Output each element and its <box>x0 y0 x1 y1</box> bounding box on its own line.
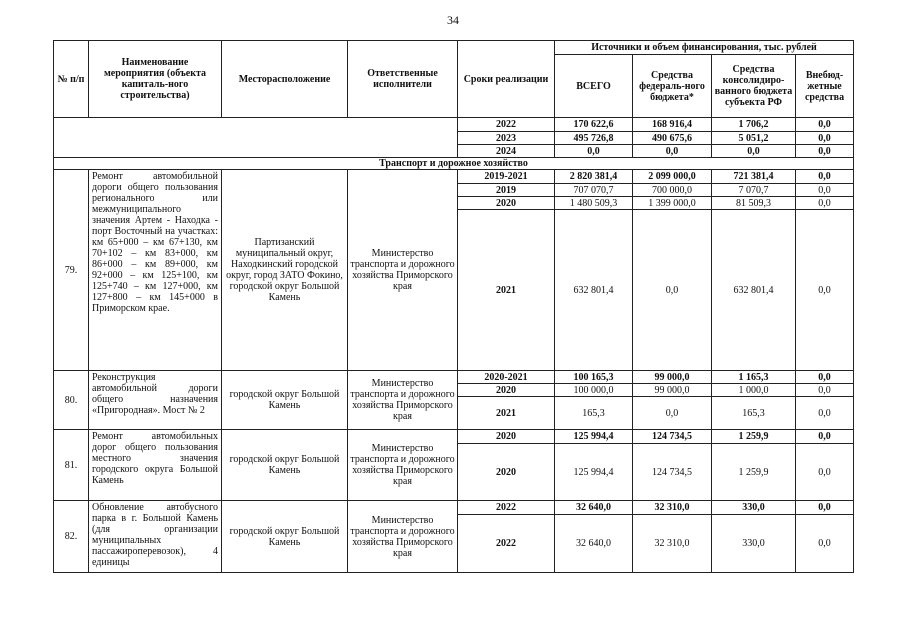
total-cell: 165,3 <box>555 397 633 430</box>
year-cell: 2020 <box>458 444 555 501</box>
extra-cell: 0,0 <box>796 397 854 430</box>
federal-cell: 124 734,5 <box>633 444 712 501</box>
header-total: ВСЕГО <box>555 55 633 118</box>
item-number: 79. <box>54 170 89 371</box>
total-cell: 100 165,3 <box>555 371 633 384</box>
extra-cell: 0,0 <box>796 210 854 371</box>
regional-cell: 330,0 <box>712 501 796 515</box>
regional-cell: 632 801,4 <box>712 210 796 371</box>
regional-cell: 7 070,7 <box>712 184 796 197</box>
header-location: Месторасположение <box>222 41 348 118</box>
table-row <box>54 430 854 444</box>
header-extra: Внебюд-жетные средства <box>796 55 854 118</box>
total-cell: 2 820 381,4 <box>555 170 633 184</box>
total-cell: 1 480 509,3 <box>555 197 633 210</box>
total-cell: 32 640,0 <box>555 501 633 515</box>
item-name: Реконструкция автомобильной дороги общего назначения «Пригородная». Мост № 2 <box>89 371 222 430</box>
extra-cell: 0,0 <box>796 384 854 397</box>
item-number: 82. <box>54 501 89 573</box>
total-cell: 632 801,4 <box>555 210 633 371</box>
header-regional: Средства консолидиро-ванного бюджета субъекта РФ <box>712 55 796 118</box>
year-cell: 2020 <box>458 197 555 210</box>
year-cell: 2022 <box>458 118 555 132</box>
header-num: № п/п <box>54 41 89 118</box>
federal-cell: 168 916,4 <box>633 118 712 132</box>
federal-cell: 700 000,0 <box>633 184 712 197</box>
section-title: Транспорт и дорожное хозяйство <box>54 158 854 170</box>
year-cell: 2024 <box>458 145 555 158</box>
header-executors: Ответственные исполнители <box>348 41 458 118</box>
federal-cell: 0,0 <box>633 210 712 371</box>
item-executor: Министерство транспорта и дорожного хозяйства Приморского края <box>348 371 458 430</box>
regional-cell: 330,0 <box>712 515 796 573</box>
regional-cell: 1 259,9 <box>712 430 796 444</box>
regional-cell: 1 706,2 <box>712 118 796 132</box>
financing-table <box>53 40 854 573</box>
regional-cell: 81 509,3 <box>712 197 796 210</box>
regional-cell: 1 000,0 <box>712 384 796 397</box>
regional-cell: 1 165,3 <box>712 371 796 384</box>
federal-cell: 0,0 <box>633 397 712 430</box>
table-row <box>54 501 854 515</box>
item-location: Партизанский муниципальный округ, Находкинский городской округ, город ЗАТО Фокино, городской округ Большой Камень <box>222 170 348 371</box>
carry-row <box>54 118 854 132</box>
regional-cell: 165,3 <box>712 397 796 430</box>
total-cell: 100 000,0 <box>555 384 633 397</box>
year-cell: 2021 <box>458 210 555 371</box>
table-row <box>54 371 854 384</box>
extra-cell: 0,0 <box>796 184 854 197</box>
regional-cell: 1 259,9 <box>712 444 796 501</box>
federal-cell: 99 000,0 <box>633 384 712 397</box>
item-number: 80. <box>54 371 89 430</box>
federal-cell: 124 734,5 <box>633 430 712 444</box>
extra-cell: 0,0 <box>796 118 854 132</box>
year-cell: 2019-2021 <box>458 170 555 184</box>
extra-cell: 0,0 <box>796 444 854 501</box>
year-cell: 2020-2021 <box>458 371 555 384</box>
extra-cell: 0,0 <box>796 132 854 145</box>
regional-cell: 5 051,2 <box>712 132 796 145</box>
item-name: Ремонт автомобильных дорог общего пользования местного значения городского округа Большой Камень <box>89 430 222 501</box>
year-cell: 2020 <box>458 384 555 397</box>
federal-cell: 1 399 000,0 <box>633 197 712 210</box>
year-cell: 2023 <box>458 132 555 145</box>
year-cell: 2022 <box>458 501 555 515</box>
total-cell: 170 622,6 <box>555 118 633 132</box>
header-federal: Средства федераль-ного бюджета* <box>633 55 712 118</box>
item-location: городской округ Большой Камень <box>222 501 348 573</box>
page-number: 34 <box>447 13 459 27</box>
item-location: городской округ Большой Камень <box>222 430 348 501</box>
table-row <box>54 170 854 184</box>
item-executor: Министерство транспорта и дорожного хозяйства Приморского края <box>348 501 458 573</box>
extra-cell: 0,0 <box>796 197 854 210</box>
year-cell: 2020 <box>458 430 555 444</box>
item-location: городской округ Большой Камень <box>222 371 348 430</box>
header-sources: Источники и объем финансирования, тыс. рублей <box>555 41 854 55</box>
item-name: Обновление автобусного парка в г. Большой Камень (для организации муниципальных пассажироперевозок), 4 единицы <box>89 501 222 573</box>
federal-cell: 32 310,0 <box>633 501 712 515</box>
extra-cell: 0,0 <box>796 501 854 515</box>
extra-cell: 0,0 <box>796 515 854 573</box>
header-period: Сроки реализации <box>458 41 555 118</box>
total-cell: 125 994,4 <box>555 430 633 444</box>
item-executor: Министерство транспорта и дорожного хозяйства Приморского края <box>348 430 458 501</box>
item-number: 81. <box>54 430 89 501</box>
regional-cell: 0,0 <box>712 145 796 158</box>
federal-cell: 490 675,6 <box>633 132 712 145</box>
total-cell: 707 070,7 <box>555 184 633 197</box>
federal-cell: 0,0 <box>633 145 712 158</box>
year-cell: 2021 <box>458 397 555 430</box>
federal-cell: 99 000,0 <box>633 371 712 384</box>
extra-cell: 0,0 <box>796 145 854 158</box>
extra-cell: 0,0 <box>796 170 854 184</box>
item-name: Ремонт автомобильной дороги общего пользования регионального или межмуниципального значения Артем - Находка - порт Восточный на участках: км 65+000 – км 67+130, км 70+102 – км 83+000, км 86+000 – км 89+000, км 92+000 – км 125+100, км 125+740 – км 127+000, км 127+800 – км 145+000 в Приморском крае. <box>89 170 222 371</box>
year-cell: 2019 <box>458 184 555 197</box>
total-cell: 32 640,0 <box>555 515 633 573</box>
federal-cell: 2 099 000,0 <box>633 170 712 184</box>
regional-cell: 721 381,4 <box>712 170 796 184</box>
extra-cell: 0,0 <box>796 371 854 384</box>
total-cell: 495 726,8 <box>555 132 633 145</box>
extra-cell: 0,0 <box>796 430 854 444</box>
year-cell: 2022 <box>458 515 555 573</box>
federal-cell: 32 310,0 <box>633 515 712 573</box>
total-cell: 125 994,4 <box>555 444 633 501</box>
item-executor: Министерство транспорта и дорожного хозяйства Приморского края <box>348 170 458 371</box>
total-cell: 0,0 <box>555 145 633 158</box>
header-name: Наименование мероприятия (объекта капиталь-ного строительства) <box>89 41 222 118</box>
